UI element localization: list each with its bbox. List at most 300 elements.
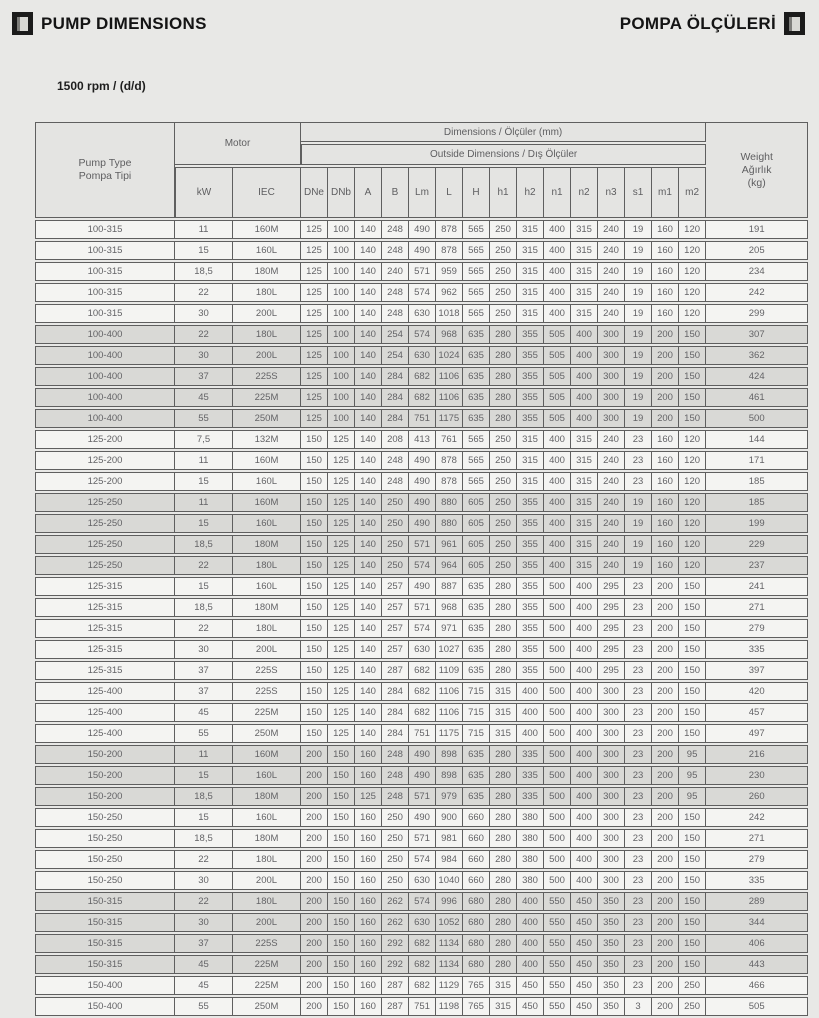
pump-type-cell: 125-250 (35, 535, 175, 554)
dimension-cell: 450 (571, 976, 598, 995)
dimension-cell: 315 (571, 220, 598, 239)
dimension-cell: 1024 (436, 346, 463, 365)
dimension-cell: 19 (625, 409, 652, 428)
dimension-cell: 300 (598, 808, 625, 827)
dimension-cell: 150 (301, 682, 328, 701)
dimension-cell: 878 (436, 451, 463, 470)
dimension-cell: 295 (598, 661, 625, 680)
dimension-cell: 635 (463, 388, 490, 407)
dimension-cell: 315 (490, 682, 517, 701)
dimension-cell: 125 (328, 640, 355, 659)
dimension-cell: 15 (175, 766, 233, 785)
dimension-cell: 11 (175, 745, 233, 764)
dimension-cell: 250M (233, 409, 301, 428)
dimension-cell: 550 (544, 955, 571, 974)
dimension-cell: 125 (328, 724, 355, 743)
dimension-cell: 160 (355, 766, 382, 785)
dimension-cell: 490 (409, 808, 436, 827)
weight-cell: 424 (706, 367, 808, 386)
col-header-h: H (463, 167, 490, 218)
col-header-dimensions: Dimensions / Ölçüler (mm) (301, 122, 706, 142)
dimension-cell: 284 (382, 388, 409, 407)
dimension-cell: 23 (625, 430, 652, 449)
table-row (35, 892, 808, 911)
dimension-cell: 200 (652, 703, 679, 722)
dimension-cell: 680 (463, 913, 490, 932)
dimension-cell: 240 (598, 220, 625, 239)
dimension-cell: 23 (625, 661, 652, 680)
dimension-cell: 257 (382, 598, 409, 617)
table-row (35, 304, 808, 323)
dimension-cell: 490 (409, 493, 436, 512)
dimension-cell: 682 (409, 976, 436, 995)
dimension-cell: 500 (544, 787, 571, 806)
dimension-cell: 400 (544, 556, 571, 575)
dimension-cell: 140 (355, 493, 382, 512)
dimension-cell: 350 (598, 913, 625, 932)
dimension-cell: 22 (175, 325, 233, 344)
dimension-cell: 150 (328, 829, 355, 848)
dimension-cell: 19 (625, 493, 652, 512)
dimension-cell: 1052 (436, 913, 463, 932)
dimension-cell: 200 (652, 913, 679, 932)
dimension-cell: 19 (625, 556, 652, 575)
dimension-cell: 400 (517, 703, 544, 722)
dimension-cell: 100 (328, 325, 355, 344)
dimension-cell: 23 (625, 955, 652, 974)
dimension-cell: 979 (436, 787, 463, 806)
dimension-cell: 160 (652, 493, 679, 512)
dimension-cell: 961 (436, 535, 463, 554)
col-header-l: L (436, 167, 463, 218)
dimension-cell: 315 (517, 283, 544, 302)
pump-type-cell: 150-200 (35, 745, 175, 764)
dimension-cell: 250 (490, 283, 517, 302)
dimension-cell: 400 (571, 766, 598, 785)
dimension-cell: 981 (436, 829, 463, 848)
dimension-cell: 200 (301, 976, 328, 995)
dimension-cell: 880 (436, 493, 463, 512)
dimension-cell: 150 (679, 388, 706, 407)
weight-cell: 242 (706, 808, 808, 827)
dimension-cell: 280 (490, 325, 517, 344)
dimension-cell: 19 (625, 388, 652, 407)
dimension-cell: 295 (598, 619, 625, 638)
col-header-pump-type (35, 122, 175, 218)
table-row (35, 682, 808, 701)
dimension-cell: 680 (463, 892, 490, 911)
col-header-outside-dimensions: Outside Dimensions / Dış Ölçüler (301, 144, 706, 165)
dimension-cell: 140 (355, 724, 382, 743)
dimension-cell: 160L (233, 472, 301, 491)
dimension-cell: 250 (490, 451, 517, 470)
dimension-cell: 254 (382, 325, 409, 344)
document-icon (12, 12, 33, 35)
dimension-cell: 574 (409, 619, 436, 638)
dimension-cell: 150 (679, 682, 706, 701)
dimension-cell: 550 (544, 892, 571, 911)
dimension-cell: 887 (436, 577, 463, 596)
dimension-cell: 225S (233, 367, 301, 386)
pump-type-cell: 100-315 (35, 262, 175, 281)
dimension-cell: 200 (301, 913, 328, 932)
table-row (35, 976, 808, 995)
table-row (35, 514, 808, 533)
pump-type-cell: 150-250 (35, 871, 175, 890)
dimension-cell: 140 (355, 682, 382, 701)
dimension-cell: 751 (409, 409, 436, 428)
dimension-cell: 18,5 (175, 535, 233, 554)
dimension-cell: 262 (382, 913, 409, 932)
dimension-cell: 1027 (436, 640, 463, 659)
dimension-cell: 964 (436, 556, 463, 575)
dimension-cell: 355 (517, 325, 544, 344)
dimension-cell: 635 (463, 577, 490, 596)
dimension-cell: 490 (409, 577, 436, 596)
col-header-kw: kW (175, 167, 233, 218)
table-row (35, 472, 808, 491)
dimension-cell: 200 (301, 808, 328, 827)
dimension-cell: 682 (409, 388, 436, 407)
weight-cell: 185 (706, 472, 808, 491)
weight-cell: 289 (706, 892, 808, 911)
dimension-cell: 200 (652, 346, 679, 365)
dimension-cell: 19 (625, 262, 652, 281)
document-icon (784, 12, 805, 35)
col-header-h2: h2 (517, 167, 544, 218)
dimension-cell: 680 (463, 955, 490, 974)
dimension-cell: 160 (652, 451, 679, 470)
dimension-cell: 250M (233, 724, 301, 743)
dimension-cell: 355 (517, 535, 544, 554)
dimension-cell: 682 (409, 367, 436, 386)
dimension-cell: 315 (571, 283, 598, 302)
dimension-cell: 250 (490, 535, 517, 554)
weight-cell: 397 (706, 661, 808, 680)
dimension-cell: 257 (382, 619, 409, 638)
dimension-cell: 500 (544, 871, 571, 890)
dimension-cell: 550 (544, 934, 571, 953)
dimension-cell: 280 (490, 409, 517, 428)
dimension-cell: 150 (301, 577, 328, 596)
dimension-cell: 300 (598, 724, 625, 743)
dimension-cell: 100 (328, 241, 355, 260)
dimension-cell: 150 (679, 325, 706, 344)
dimension-cell: 300 (598, 787, 625, 806)
dimension-cell: 225M (233, 703, 301, 722)
dimension-cell: 505 (544, 346, 571, 365)
weight-cell: 229 (706, 535, 808, 554)
pump-type-cell: 125-315 (35, 661, 175, 680)
table-row (35, 850, 808, 869)
dimension-cell: 23 (625, 598, 652, 617)
dimension-cell: 140 (355, 472, 382, 491)
dimension-cell: 635 (463, 367, 490, 386)
dimension-cell: 180L (233, 556, 301, 575)
dimension-cell: 200 (652, 850, 679, 869)
dimension-cell: 380 (517, 871, 544, 890)
dimension-cell: 500 (544, 577, 571, 596)
dimension-cell: 160L (233, 577, 301, 596)
title-right-group (620, 12, 805, 35)
dimension-cell: 1018 (436, 304, 463, 323)
dimension-cell: 15 (175, 808, 233, 827)
dimension-cell: 55 (175, 997, 233, 1016)
dimension-cell: 315 (517, 220, 544, 239)
dimension-cell: 635 (463, 346, 490, 365)
dimension-cell: 7,5 (175, 430, 233, 449)
dimension-cell: 505 (544, 367, 571, 386)
dimension-cell: 996 (436, 892, 463, 911)
dimension-cell: 150 (301, 598, 328, 617)
dimension-cell: 37 (175, 661, 233, 680)
dimension-cell: 280 (490, 346, 517, 365)
dimension-cell: 400 (571, 640, 598, 659)
dimension-cell: 682 (409, 955, 436, 974)
dimension-cell: 1109 (436, 661, 463, 680)
dimension-cell: 280 (490, 661, 517, 680)
pump-type-cell: 150-250 (35, 808, 175, 827)
dimension-cell: 23 (625, 808, 652, 827)
dimension-cell: 284 (382, 367, 409, 386)
dimension-cell: 240 (598, 283, 625, 302)
weight-cell: 443 (706, 955, 808, 974)
dimension-cell: 200 (652, 388, 679, 407)
dimension-cell: 18,5 (175, 598, 233, 617)
dimension-cell: 200 (652, 955, 679, 974)
dimension-cell: 200 (301, 766, 328, 785)
dimension-cell: 490 (409, 241, 436, 260)
pump-type-cell: 125-315 (35, 619, 175, 638)
dimension-cell: 23 (625, 619, 652, 638)
dimension-cell: 150 (679, 661, 706, 680)
dimension-cell: 200L (233, 640, 301, 659)
dimension-cell: 11 (175, 493, 233, 512)
dimension-cell: 400 (571, 409, 598, 428)
dimension-cell: 55 (175, 724, 233, 743)
dimension-cell: 400 (544, 514, 571, 533)
dimension-cell: 160 (355, 892, 382, 911)
dimension-cell: 280 (490, 367, 517, 386)
dimension-cell: 490 (409, 451, 436, 470)
dimension-cell: 160 (355, 808, 382, 827)
dimension-cell: 19 (625, 220, 652, 239)
weight-cell: 260 (706, 787, 808, 806)
dimension-cell: 200 (301, 829, 328, 848)
dimension-cell: 500 (544, 598, 571, 617)
dimension-cell: 125 (301, 367, 328, 386)
dimension-cell: 125 (328, 703, 355, 722)
dimension-cell: 490 (409, 745, 436, 764)
dimension-cell: 120 (679, 472, 706, 491)
table-row (35, 724, 808, 743)
dimension-cell: 22 (175, 850, 233, 869)
dimension-cell: 280 (490, 766, 517, 785)
dimension-cell: 715 (463, 682, 490, 701)
rpm-subtitle: 1500 rpm / (d/d) (57, 79, 146, 93)
dimension-cell: 23 (625, 451, 652, 470)
dimension-cell: 100 (328, 304, 355, 323)
dimension-cell: 125 (301, 241, 328, 260)
dimension-cell: 500 (544, 682, 571, 701)
dimension-cell: 630 (409, 871, 436, 890)
dimension-cell: 160L (233, 766, 301, 785)
dimension-cell: 23 (625, 577, 652, 596)
dimension-cell: 55 (175, 409, 233, 428)
dimension-cell: 150 (301, 451, 328, 470)
dimension-cell: 160 (355, 955, 382, 974)
dimension-cell: 450 (571, 934, 598, 953)
dimension-cell: 1175 (436, 409, 463, 428)
col-header-motor: Motor (175, 122, 301, 165)
pump-type-cell: 150-250 (35, 829, 175, 848)
dimension-cell: 400 (517, 892, 544, 911)
dimension-cell: 761 (436, 430, 463, 449)
dimension-cell: 682 (409, 682, 436, 701)
dimension-cell: 150 (679, 346, 706, 365)
dimension-cell: 120 (679, 451, 706, 470)
dimension-cell: 490 (409, 472, 436, 491)
dimension-cell: 250 (382, 829, 409, 848)
dimension-cell: 150 (679, 367, 706, 386)
weight-cell: 406 (706, 934, 808, 953)
weight-cell: 234 (706, 262, 808, 281)
dimension-cell: 355 (517, 409, 544, 428)
dimension-cell: 19 (625, 346, 652, 365)
dimension-cell: 250 (382, 808, 409, 827)
pump-type-cell: 125-400 (35, 724, 175, 743)
dimension-cell: 125 (301, 409, 328, 428)
dimension-cell: 300 (598, 703, 625, 722)
dimension-cell: 120 (679, 220, 706, 239)
dimension-cell: 355 (517, 346, 544, 365)
dimension-cell: 23 (625, 787, 652, 806)
dimension-cell: 765 (463, 997, 490, 1016)
dimension-cell: 315 (490, 976, 517, 995)
dimension-cell: 280 (490, 871, 517, 890)
dimension-cell: 150 (328, 871, 355, 890)
dimension-cell: 355 (517, 367, 544, 386)
dimension-cell: 500 (544, 745, 571, 764)
dimension-cell: 295 (598, 598, 625, 617)
dimension-cell: 355 (517, 640, 544, 659)
document-icon-page (789, 17, 800, 31)
document-icon-page (17, 17, 28, 31)
table-row (35, 766, 808, 785)
dimension-cell: 150 (328, 892, 355, 911)
dimension-cell: 23 (625, 766, 652, 785)
dimension-cell: 1040 (436, 871, 463, 890)
dimension-cell: 200 (652, 325, 679, 344)
dimension-cell: 150 (679, 913, 706, 932)
dimension-cell: 295 (598, 640, 625, 659)
dimension-cell: 571 (409, 262, 436, 281)
dimension-cell: 605 (463, 556, 490, 575)
dimension-cell: 140 (355, 409, 382, 428)
dimension-cell: 125 (301, 388, 328, 407)
dimension-cell: 635 (463, 661, 490, 680)
weight-cell: 242 (706, 283, 808, 302)
dimension-cell: 660 (463, 829, 490, 848)
dimension-cell: 200L (233, 346, 301, 365)
dimension-cell: 225M (233, 955, 301, 974)
dimension-cell: 380 (517, 808, 544, 827)
dimension-cell: 635 (463, 640, 490, 659)
pump-type-cell: 100-315 (35, 304, 175, 323)
dimension-cell: 160 (355, 997, 382, 1016)
dimension-cell: 400 (544, 493, 571, 512)
dimension-cell: 315 (571, 304, 598, 323)
dimension-cell: 660 (463, 850, 490, 869)
pump-type-cell: 150-315 (35, 892, 175, 911)
pump-type-cell: 150-315 (35, 955, 175, 974)
dimension-cell: 125 (328, 556, 355, 575)
dimension-cell: 160 (355, 850, 382, 869)
dimension-cell: 565 (463, 283, 490, 302)
weight-cell: 216 (706, 745, 808, 764)
dimension-cell: 605 (463, 493, 490, 512)
dimension-cell: 292 (382, 934, 409, 953)
dimension-cell: 400 (571, 367, 598, 386)
dimension-cell: 315 (517, 451, 544, 470)
dimension-cell: 125 (301, 220, 328, 239)
dimension-cell: 140 (355, 325, 382, 344)
dimension-cell: 18,5 (175, 262, 233, 281)
weight-cell: 344 (706, 913, 808, 932)
weight-cell: 171 (706, 451, 808, 470)
dimension-cell: 150 (679, 640, 706, 659)
dimension-cell: 225S (233, 934, 301, 953)
dimension-cell: 287 (382, 976, 409, 995)
dimension-cell: 200 (652, 640, 679, 659)
dimension-cell: 160 (652, 430, 679, 449)
dimension-cell: 18,5 (175, 829, 233, 848)
dimension-cell: 250 (490, 493, 517, 512)
dimension-cell: 160 (355, 871, 382, 890)
dimension-cell: 400 (544, 283, 571, 302)
weight-cell: 230 (706, 766, 808, 785)
dimension-cell: 350 (598, 934, 625, 953)
dimension-cell: 1106 (436, 388, 463, 407)
table-row (35, 934, 808, 953)
dimension-cell: 400 (571, 829, 598, 848)
weight-cell: 279 (706, 619, 808, 638)
dimension-cell: 262 (382, 892, 409, 911)
dimension-cell: 11 (175, 451, 233, 470)
dimension-cell: 150 (679, 892, 706, 911)
dimension-cell: 200 (652, 976, 679, 995)
dimension-cell: 200 (652, 745, 679, 764)
dimension-cell: 150 (679, 871, 706, 890)
dimension-cell: 505 (544, 325, 571, 344)
dimension-cell: 315 (571, 430, 598, 449)
title-left-group (12, 12, 207, 35)
col-header-weight (706, 122, 808, 218)
dimension-cell: 30 (175, 304, 233, 323)
dimension-cell: 571 (409, 787, 436, 806)
dimension-cell: 450 (571, 955, 598, 974)
pump-type-cell: 125-400 (35, 682, 175, 701)
dimension-cell: 200 (652, 724, 679, 743)
dimension-cell: 280 (490, 955, 517, 974)
dimension-cell: 565 (463, 472, 490, 491)
dimension-cell: 280 (490, 808, 517, 827)
dimension-cell: 23 (625, 871, 652, 890)
dimension-cell: 355 (517, 556, 544, 575)
dimension-cell: 150 (301, 472, 328, 491)
dimension-cell: 248 (382, 745, 409, 764)
dimension-cell: 280 (490, 388, 517, 407)
